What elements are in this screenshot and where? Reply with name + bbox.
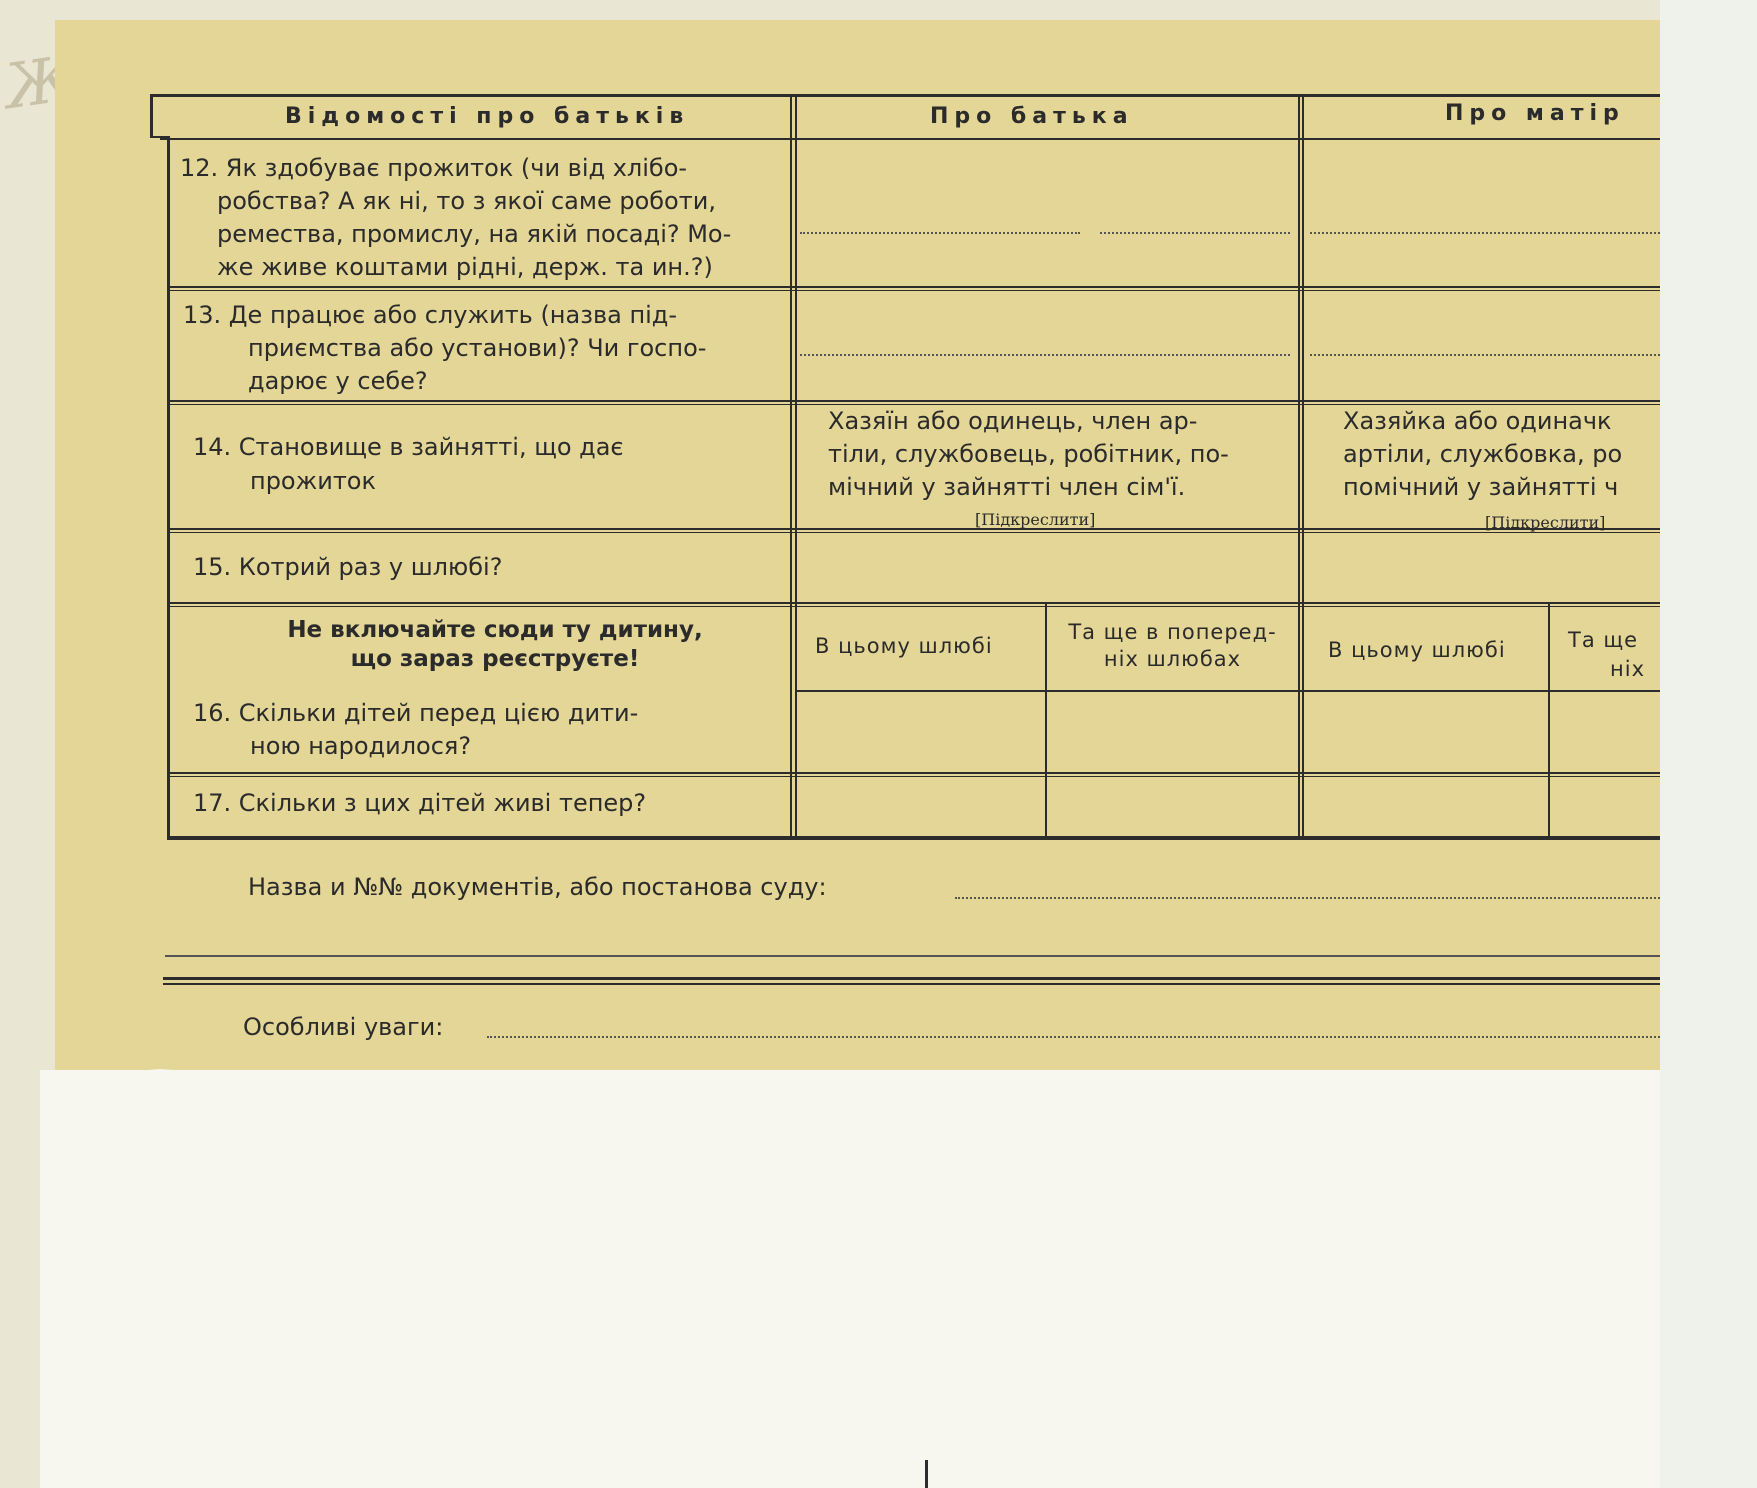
underline-hint: [Підкреслити] (975, 510, 1096, 529)
father-occupation-option: тіли, службовець, робітник, по- (828, 440, 1229, 468)
father-current-marriage-header: В цьому шлюбі (815, 634, 993, 658)
question-13-line: 13. Де працює або служить (назва під- (183, 301, 678, 329)
mother-previous-marriages-header: ніх (1610, 657, 1645, 681)
documents-label: Назва и №№ документів, або постанова суду: (248, 873, 827, 901)
scanner-margin (1660, 0, 1757, 1488)
question-12-line: робства? А як ні, то з якої саме роботи, (217, 187, 716, 215)
underline-hint: [Підкреслити] (1485, 513, 1606, 532)
blank-backing-sheet (40, 1070, 1660, 1488)
father-previous-marriages-header: Та ще в поперед- (1068, 620, 1277, 644)
remarks-field-line (487, 1036, 1660, 1038)
father-occupation-option: Хазяїн або одинець, член ар- (828, 407, 1198, 435)
question-15: 15. Котрий раз у шлюбі? (193, 553, 503, 581)
documents-field-line (955, 897, 1660, 899)
mother-occupation-option: помічний у зайнятті ч (1343, 473, 1619, 501)
mother-current-marriage-header: В цьому шлюбі (1328, 638, 1506, 662)
father-occupation-option: мічний у зайнятті член сім'ї. (828, 473, 1186, 501)
question-12-line: ремества, промислу, на якій посаді? Мо- (217, 220, 732, 248)
mother-occupation-option: Хазяйка або одиначк (1343, 407, 1612, 435)
remarks-label: Особливі уваги: (243, 1013, 444, 1041)
documents-field-line-2 (165, 955, 1660, 957)
question-16-note: Не включайте сюди ту дитину, (287, 617, 703, 643)
question-13-line: дарює у себе? (248, 367, 428, 395)
father-previous-marriages-header: ніх шлюбах (1103, 647, 1242, 671)
section-divider (163, 977, 1660, 980)
torn-edge (40, 1062, 1660, 1084)
question-17: 17. Скільки з цих дітей живі тепер? (193, 789, 647, 817)
section-divider (163, 983, 1660, 985)
question-16-line: ною народилося? (250, 732, 472, 760)
fold-mark (925, 1460, 928, 1488)
mother-occupation-option: артіли, службовка, ро (1343, 440, 1623, 468)
question-14-line: прожиток (250, 467, 376, 495)
header-parents-info: Відомості про батьків (285, 104, 690, 129)
mother-previous-marriages-header: Та ще (1568, 628, 1639, 652)
question-14-line: 14. Становище в зайнятті, що дає (193, 433, 624, 461)
question-12-line: 12. Як здобуває прожиток (чи від хлібо- (180, 154, 688, 182)
header-about-mother: Про матір (1445, 101, 1625, 126)
question-12-line: же живе коштами рідні, держ. та ин.?) (217, 253, 713, 281)
header-about-father: Про батька (930, 104, 1134, 129)
question-13-line: приємства або установи)? Чи госпо- (248, 334, 707, 362)
question-16-note: що зараз реєструєте! (350, 646, 640, 672)
question-16-line: 16. Скільки дітей перед цією дити- (193, 699, 639, 727)
